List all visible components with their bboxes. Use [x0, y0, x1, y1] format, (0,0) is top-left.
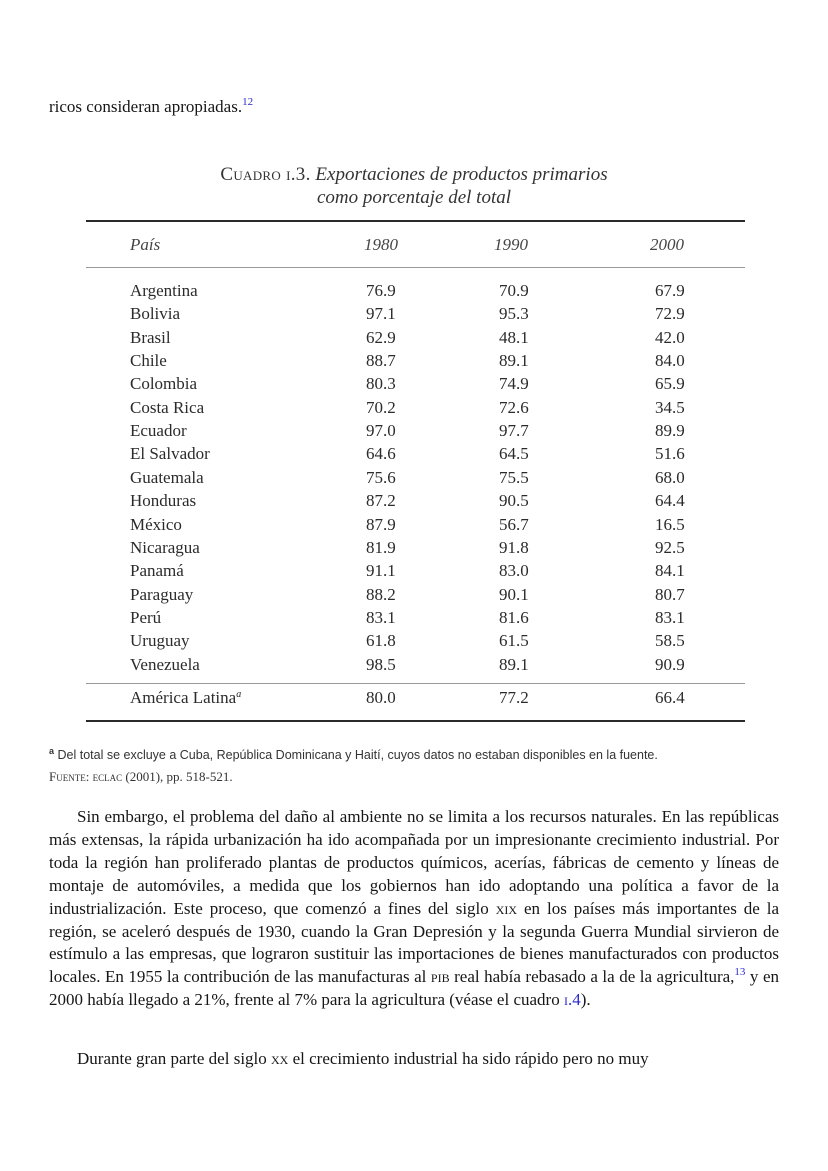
country-cell: Ecuador	[130, 421, 187, 441]
body-paragraph-2	[49, 1048, 779, 1071]
table-row	[0, 515, 828, 538]
country-cell: México	[130, 514, 182, 534]
table-row	[0, 374, 828, 397]
table-total-row	[0, 688, 828, 712]
value-cell-2000: 84.0	[655, 351, 685, 371]
value-cell-2000: 58.5	[655, 631, 685, 651]
country-cell: Panamá	[130, 561, 184, 581]
intro-text: ricos consideran apropiadas.	[49, 97, 243, 116]
p2-text-a: Durante gran parte del siglo	[77, 1049, 272, 1068]
value-cell-1980: 62.9	[366, 327, 396, 347]
value-cell-2000: 92.5	[655, 537, 685, 557]
p2-century-xx: xx	[271, 1049, 289, 1068]
table-row	[0, 585, 828, 608]
value-cell-2000: 42.0	[655, 327, 685, 347]
value-cell-1990: 74.9	[499, 374, 529, 394]
table-header-rule	[86, 267, 745, 268]
caption-title-2: como porcentaje del total	[317, 187, 511, 208]
value-cell-1990: 90.5	[499, 491, 529, 511]
caption-label: Cuadro i.3.	[220, 164, 311, 185]
header-1980: 1980	[364, 235, 398, 254]
value-cell-2000: 83.1	[655, 607, 685, 627]
value-cell-1990: 64.5	[499, 444, 529, 464]
value-cell-2000: 89.9	[655, 421, 685, 441]
total-label: América Latina	[130, 688, 237, 707]
country-cell: Chile	[130, 351, 167, 371]
footnote-text: Del total se excluye a Cuba, República Dominicana y Haití, cuyos datos no estaban disponibles en la fuente.	[57, 748, 658, 762]
p1-text-e: ).	[580, 990, 591, 1010]
intro-line	[49, 96, 253, 118]
value-cell-2000: 80.7	[655, 584, 685, 604]
country-cell: Brasil	[130, 327, 171, 347]
table-row	[0, 631, 828, 654]
value-cell-1990: 72.6	[499, 397, 529, 417]
body-paragraph-1	[49, 806, 779, 1012]
table-source	[49, 766, 658, 787]
table-row	[0, 655, 828, 678]
header-2000: 2000	[650, 235, 684, 254]
country-cell: Argentina	[130, 281, 198, 300]
caption-title-1: Exportaciones de productos primarios	[315, 164, 608, 185]
table-footnote	[49, 745, 658, 766]
country-cell: Nicaragua	[130, 537, 200, 557]
value-cell-1980: 97.0	[366, 421, 396, 441]
table-row	[0, 444, 828, 467]
country-cell: Costa Rica	[130, 397, 205, 417]
country-cell: Venezuela	[130, 654, 200, 674]
value-cell-2000: 64.4	[655, 491, 685, 511]
p1-text-c: real había rebasado a la de la agricultura,	[449, 967, 735, 987]
table-top-rule	[86, 220, 745, 222]
value-cell-2000: 65.9	[655, 374, 685, 394]
value-cell-2000: 84.1	[655, 561, 685, 581]
value-cell-2000: 67.9	[655, 281, 685, 300]
source-rest: (2001), pp. 518-521.	[125, 769, 233, 784]
table-link-i4[interactable]: i.4	[563, 990, 581, 1010]
value-cell-1980: 75.6	[366, 467, 396, 487]
value-cell-2000: 51.6	[655, 444, 685, 464]
value-cell-1990: 81.6	[499, 607, 529, 627]
value-cell-1990: 89.1	[499, 351, 529, 371]
table-row	[0, 608, 828, 631]
table-row	[0, 398, 828, 421]
p2-text-b: el crecimiento industrial ha sido rápido pero no muy	[288, 1049, 649, 1068]
table-row	[0, 468, 828, 491]
header-1990: 1990	[494, 235, 528, 254]
header-country: País	[130, 235, 161, 254]
p1-text-b: en los países más importantes de la región, se aceleró después de 1930, cuando la Gran Depresión y la segunda Guerra Mundial sirvieron de estímulo a las empresas, que lograron sustituir las importaciones de bienes manufacturados con productos locales. En 1955 la contribución de las manufacturas al	[49, 898, 780, 987]
value-cell-2000: 16.5	[655, 514, 685, 534]
footnote-mark: a	[49, 746, 55, 756]
total-1990: 77.2	[499, 688, 529, 707]
country-cell: Uruguay	[130, 631, 190, 651]
value-cell-2000: 68.0	[655, 467, 685, 487]
value-cell-1980: 61.8	[366, 631, 396, 651]
table-notes	[49, 745, 658, 787]
country-cell: Colombia	[130, 374, 198, 394]
value-cell-1990: 89.1	[499, 654, 529, 674]
value-cell-1990: 56.7	[499, 514, 529, 534]
table-row	[0, 328, 828, 351]
value-cell-1980: 97.1	[366, 304, 396, 324]
table-bottom-rule	[86, 720, 745, 722]
table-row	[0, 351, 828, 374]
value-cell-1980: 64.6	[366, 444, 396, 464]
p1-text-d: y en 2000 había llegado a 21%, frente al 7% para la agricultura (véase el cuadro	[49, 967, 779, 1010]
value-cell-1980: 76.9	[366, 281, 396, 300]
country-cell: Paraguay	[130, 584, 194, 604]
table-row	[0, 491, 828, 514]
footnote-ref-13[interactable]: 13	[734, 966, 746, 979]
value-cell-1990: 95.3	[499, 304, 529, 324]
value-cell-1980: 87.2	[366, 491, 396, 511]
value-cell-1990: 83.0	[499, 561, 529, 581]
table-row	[0, 281, 828, 304]
value-cell-1980: 70.2	[366, 397, 396, 417]
total-1980: 80.0	[366, 688, 396, 707]
value-cell-1990: 90.1	[499, 584, 529, 604]
value-cell-1980: 98.5	[366, 654, 396, 674]
value-cell-1990: 97.7	[499, 421, 529, 441]
country-cell: El Salvador	[130, 444, 210, 464]
source-abbr: eclac	[92, 769, 123, 784]
total-footnote-mark: a	[236, 689, 242, 700]
value-cell-1980: 88.7	[366, 351, 396, 371]
table-total-rule	[86, 683, 745, 684]
value-cell-1980: 88.2	[366, 584, 396, 604]
total-label-cell	[130, 688, 241, 708]
value-cell-2000: 72.9	[655, 304, 685, 324]
table-header-row	[0, 235, 828, 257]
footnote-ref-12[interactable]: 12	[242, 96, 254, 108]
value-cell-1990: 61.5	[499, 631, 529, 651]
value-cell-1980: 80.3	[366, 374, 396, 394]
table-caption	[0, 163, 828, 209]
country-cell: Guatemala	[130, 467, 204, 487]
value-cell-2000: 34.5	[655, 397, 685, 417]
value-cell-2000: 90.9	[655, 654, 685, 674]
table-row	[0, 538, 828, 561]
value-cell-1980: 91.1	[366, 561, 396, 581]
country-cell: Honduras	[130, 491, 197, 511]
p1-century-xix: xix	[495, 898, 518, 918]
source-label: Fuente:	[49, 769, 90, 784]
table-row	[0, 304, 828, 327]
value-cell-1990: 48.1	[499, 327, 529, 347]
value-cell-1980: 81.9	[366, 537, 396, 557]
value-cell-1990: 70.9	[499, 281, 529, 300]
table-row	[0, 421, 828, 444]
value-cell-1980: 83.1	[366, 607, 396, 627]
value-cell-1980: 87.9	[366, 514, 396, 534]
country-cell: Bolivia	[130, 304, 181, 324]
table-row	[0, 561, 828, 584]
p1-text-a: Sin embargo, el problema del daño al ambiente no se limita a los recursos naturales. En las repúblicas más extensas, la rápida urbanización ha ido acompañada por un impresionante crecimiento industrial. Por toda la región han proliferado plantas de productos químicos, acerías, fábricas de cemento y líneas de montaje de automóviles, a medida que los gobiernos han ido adoptando una política a favor de la industrialización. Este proceso, que comenzó a fines del siglo	[49, 807, 779, 918]
total-2000: 66.4	[655, 688, 685, 707]
p1-abbr-pib: pib	[430, 967, 450, 987]
country-cell: Perú	[130, 607, 162, 627]
caption-line-1	[0, 163, 828, 186]
value-cell-1990: 91.8	[499, 537, 529, 557]
value-cell-1990: 75.5	[499, 467, 529, 487]
